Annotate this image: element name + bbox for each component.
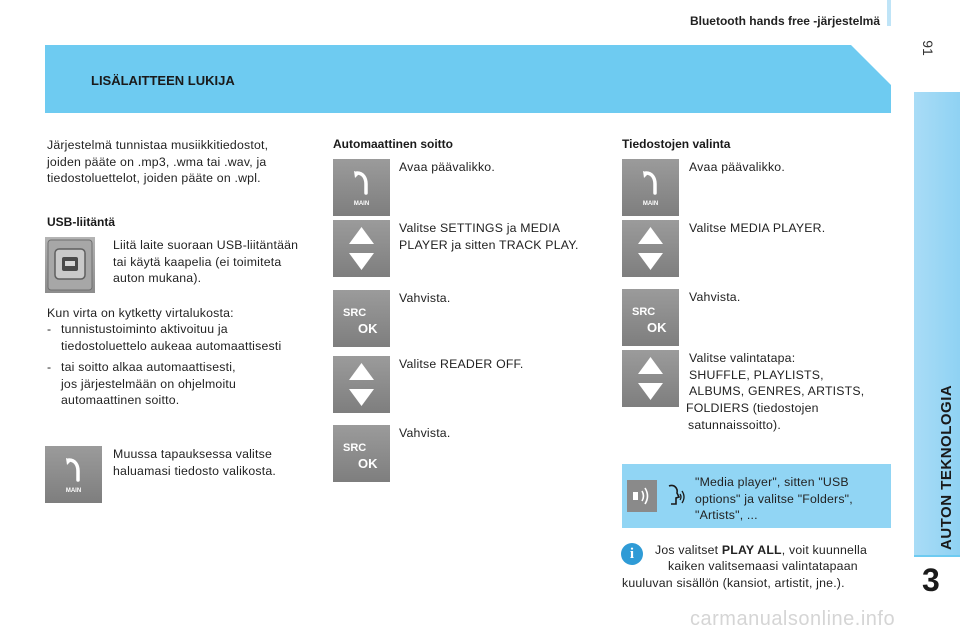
- bullet-1: [61, 321, 281, 354]
- section-title: LISÄLAITTEEN LUKIJA: [91, 73, 235, 88]
- ok-label: OK: [358, 321, 378, 336]
- src-ok-button-icon: [333, 425, 390, 482]
- file-step-line: FOLDIERS (tiedostojen: [686, 401, 819, 415]
- other-case-text: [113, 446, 276, 479]
- intro-line: Järjestelmä tunnistaa musiikkitiedostot,: [47, 138, 269, 152]
- power-intro: Kun virta on kytketty virtalukosta:: [47, 306, 234, 320]
- auto-step-1: Avaa päävalikko.: [399, 160, 495, 174]
- usb-line: Liitä laite suoraan USB-liitäntään: [113, 238, 299, 252]
- src-ok-button-icon: [333, 290, 390, 347]
- bullet-line: jos järjestelmään on ohjelmoitu: [61, 376, 237, 391]
- voice-command-icon: [627, 480, 657, 512]
- ok-label: OK: [358, 456, 378, 471]
- bullet-mark: -: [47, 322, 52, 336]
- main-label: MAIN: [65, 488, 82, 494]
- chapter-number: 3: [922, 562, 940, 598]
- file-step-line: SHUFFLE, PLAYLISTS,: [689, 367, 824, 382]
- main-button-icon: [333, 159, 390, 216]
- header-accent-bar: [887, 0, 891, 26]
- usb-line: tai käytä kaapelia (ei toimiteta: [113, 254, 282, 269]
- watermark: carmanualsonline.info: [690, 608, 896, 630]
- chapter-label: AUTON TEKNOLOGIA: [938, 384, 955, 550]
- main-button-icon: [622, 159, 679, 216]
- src-label: SRC: [343, 307, 367, 319]
- usb-line: auton mukana).: [113, 271, 202, 285]
- file-step-line: satunnaissoitto).: [688, 417, 781, 432]
- intro-line: joiden pääte on .mp3, .wma tai .wav, ja: [47, 154, 267, 169]
- voice-tip-text: [695, 474, 853, 524]
- up-down-arrows-icon: [622, 350, 679, 407]
- bullet-line: tunnistustoiminto aktivoituu ja: [61, 322, 228, 336]
- auto-play-heading: Automaattinen soitto: [333, 137, 453, 151]
- file-step-1: Avaa päävalikko.: [689, 160, 785, 174]
- other-case-line: Muussa tapauksessa valitse: [113, 447, 272, 461]
- intro-text: [47, 137, 268, 187]
- info-bold: PLAY ALL: [721, 543, 782, 557]
- bullet-line: tiedostoluettelo aukeaa automaattisesti: [61, 338, 282, 353]
- info-icon: i: [621, 543, 643, 565]
- file-step-3: Vahvista.: [689, 290, 741, 304]
- voice-tip-line: "Artists", ...: [695, 508, 758, 522]
- main-label: MAIN: [353, 201, 370, 207]
- src-label: SRC: [632, 306, 656, 318]
- up-down-arrows-icon: [333, 220, 390, 277]
- file-step-line: ALBUMS, GENRES, ARTISTS,: [689, 384, 865, 398]
- page-number: 91: [919, 40, 936, 56]
- auto-step-2: [399, 220, 579, 253]
- file-step-4: [689, 350, 864, 400]
- info-line-1: [655, 542, 867, 559]
- main-button-icon: [45, 446, 102, 503]
- usb-port-icon: [45, 237, 95, 293]
- auto-step-line: PLAYER ja sitten TRACK PLAY.: [399, 237, 579, 252]
- voice-tip-line: "Media player", sitten "USB: [695, 475, 849, 489]
- info-line-2: kaiken valitsemaasi valintatapaan: [668, 559, 858, 573]
- page-header-title: Bluetooth hands free -järjestelmä: [689, 14, 880, 28]
- auto-step-5: Vahvista.: [399, 426, 451, 440]
- voice-tip-line: options" ja valitse "Folders",: [695, 491, 853, 506]
- ok-label: OK: [647, 320, 667, 335]
- usb-connect-text: [113, 237, 298, 287]
- up-down-arrows-icon: [622, 220, 679, 277]
- info-suffix: , voit kuunnella: [781, 543, 867, 557]
- auto-step-4: Valitse READER OFF.: [399, 357, 524, 371]
- file-step-4-cont: [686, 400, 819, 433]
- file-select-heading: Tiedostojen valinta: [622, 137, 731, 151]
- usb-heading: USB-liitäntä: [47, 215, 116, 229]
- info-prefix: Jos valitset: [655, 543, 722, 557]
- bullet-mark: -: [47, 360, 52, 374]
- bullet-line: tai soitto alkaa automaattisesti,: [61, 360, 236, 374]
- speaking-head-icon: [662, 482, 686, 512]
- file-step-line: Valitse valintatapa:: [689, 351, 796, 365]
- bullet-line: automaattinen soitto.: [61, 393, 180, 407]
- other-case-line: haluamasi tiedosto valikosta.: [113, 463, 277, 478]
- auto-step-line: Valitse SETTINGS ja MEDIA: [399, 221, 561, 235]
- info-line-3: kuuluvan sisällön (kansiot, artistit, jne.).: [622, 576, 845, 590]
- intro-line: tiedostoluettelot, joiden pääte on .wpl.: [47, 171, 261, 185]
- main-label: MAIN: [642, 201, 659, 207]
- file-step-2: Valitse MEDIA PLAYER.: [689, 221, 826, 235]
- auto-step-3: Vahvista.: [399, 291, 451, 305]
- src-label: SRC: [343, 442, 367, 454]
- bullet-2: [61, 359, 236, 409]
- side-tab-divider: [914, 555, 960, 557]
- src-ok-button-icon: [622, 289, 679, 346]
- up-down-arrows-icon: [333, 356, 390, 413]
